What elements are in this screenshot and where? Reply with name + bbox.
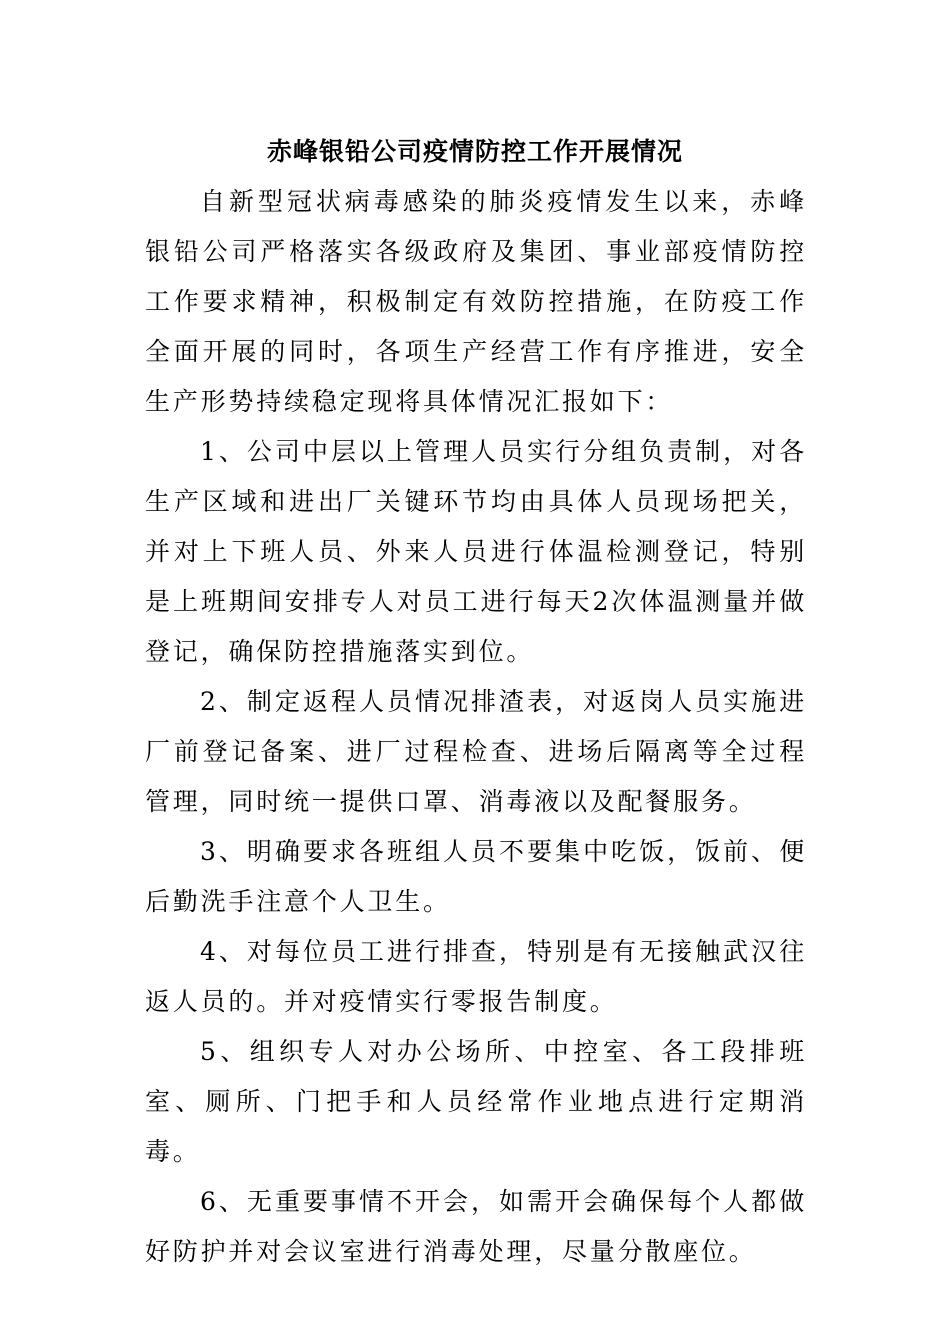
- measure-paragraph-1: 1、公司中层以上管理人员实行分组负责制，对各生产区域和进出厂关键环节均由具体人员现场把关，并对上下班人员、外来人员进行体温检测登记，特别是上班期间安排专人对员工进行每天2次体温测量并做登记，确保防控措施落实到位。: [145, 437, 807, 666]
- measure-paragraph-3: 3、明确要求各班组人员不要集中吃饭，饭前、便后勤洗手注意个人卫生。: [145, 837, 807, 916]
- document-body: [145, 177, 807, 1277]
- measure-paragraph-4: 4、对每位员工进行排查，特别是有无接触武汉往返人员的。并对疫情实行零报告制度。: [145, 937, 807, 1016]
- measure-paragraph-6: 6、无重要事情不开会，如需开会确保每个人都做好防护并对会议室进行消毒处理，尽量分散座位。: [145, 1187, 807, 1266]
- document-title: 赤峰银铅公司疫情防控工作开展情况: [266, 137, 683, 166]
- measure-paragraph-5: 5、组织专人对办公场所、中控室、各工段排班室、厕所、门把手和人员经常作业地点进行定期消毒。: [145, 1037, 807, 1166]
- intro-paragraph: 自新型冠状病毒感染的肺炎疫情发生以来，赤峰银铅公司严格落实各级政府及集团、事业部疫情防控工作要求精神，积极制定有效防控措施，在防疫工作全面开展的同时，各项生产经营工作有序推进，安全生产形势持续稳定现将具体情况汇报如下：: [145, 187, 807, 416]
- measure-paragraph-2: 2、制定返程人员情况排渣表，对返岗人员实施进厂前登记备案、进厂过程检查、进场后隔离等全过程管理，同时统一提供口罩、消毒液以及配餐服务。: [145, 687, 807, 816]
